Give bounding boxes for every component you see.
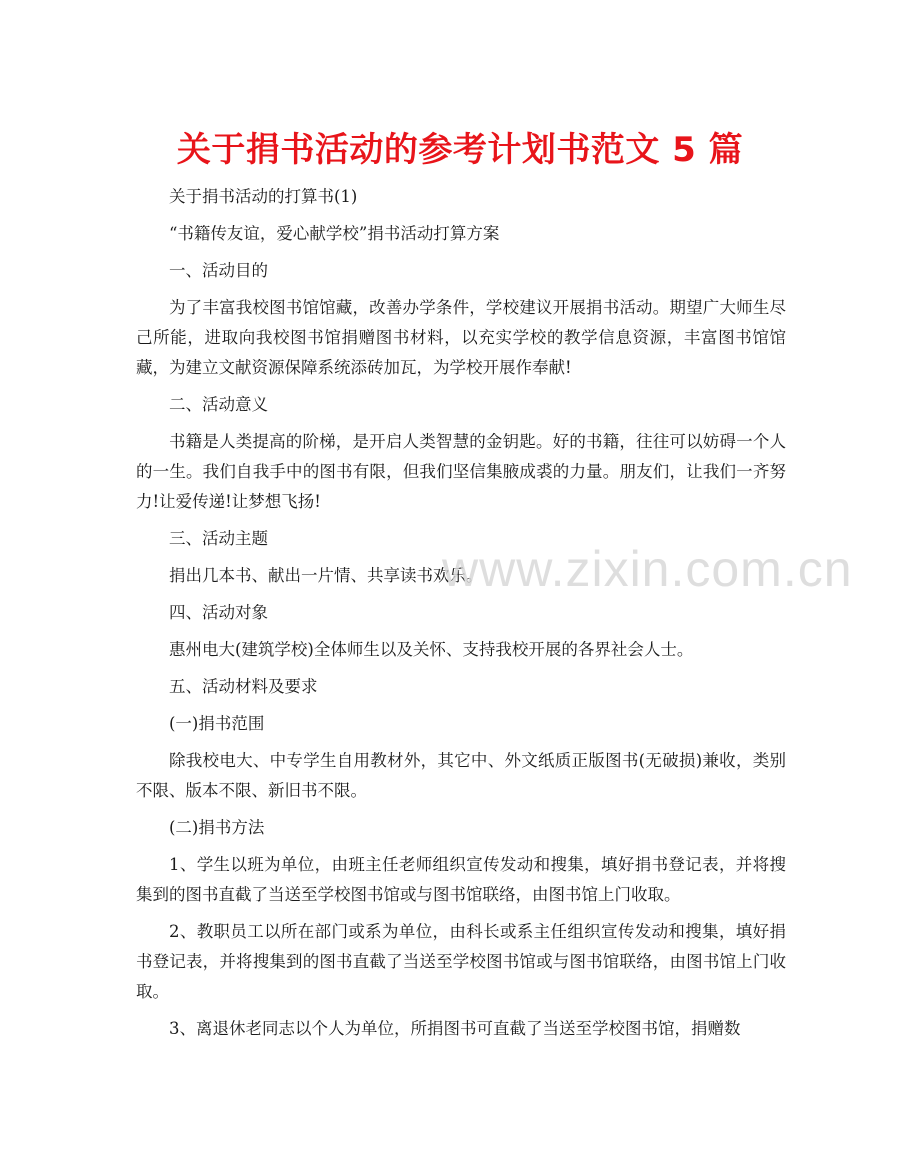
paragraph: 捐出几本书、献出一片情、共享读书欢乐。 — [169, 566, 483, 585]
list-item: 1、学生以班为单位，由班主任老师组织宣传发动和搜集，填好捐书登记表，并将搜集到的图书直截了当送至学校图书馆或与图书馆联络，由图书馆上门收取。 — [136, 855, 786, 904]
paragraph: 除我校电大、中专学生自用教材外，其它中、外文纸质正版图书(无破损)兼收，类别不限、版本不限、新旧书不限。 — [136, 751, 786, 800]
paragraph: “书籍传友谊，爱心献学校”捐书活动打算方案 — [169, 224, 500, 243]
section-heading: 一、活动目的 — [169, 261, 268, 280]
subsection-heading: (一)捐书范围 — [169, 714, 265, 733]
section-heading: 三、活动主题 — [169, 529, 268, 548]
section-heading: 二、活动意义 — [169, 395, 268, 414]
paragraph: 为了丰富我校图书馆馆藏，改善办学条件，学校建议开展捐书活动。期望广大师生尽己所能，进取向我校图书馆捐赠图书材料，以充实学校的教学信息资源，丰富图书馆馆藏，为建立文献资源保障系统添砖加瓦，为学校开展作奉献! — [136, 298, 786, 377]
section-heading: 五、活动材料及要求 — [169, 677, 318, 696]
paragraph: 惠州电大(建筑学校)全体师生以及关怀、支持我校开展的各界社会人士。 — [169, 640, 694, 659]
document-body — [136, 182, 786, 1051]
list-item: 3、离退休老同志以个人为单位，所捐图书可直截了当送至学校图书馆，捐赠数 — [169, 1019, 741, 1038]
document-title: 关于捐书活动的参考计划书范文 5 篇 — [176, 130, 744, 170]
paragraph: 关于捐书活动的打算书(1) — [169, 187, 358, 206]
list-item: 2、教职员工以所在部门或系为单位，由科长或系主任组织宣传发动和搜集，填好捐书登记表，并将搜集到的图书直截了当送至学校图书馆或与图书馆联络，由图书馆上门收取。 — [136, 922, 786, 1001]
subsection-heading: (二)捐书方法 — [169, 818, 265, 837]
section-heading: 四、活动对象 — [169, 603, 268, 622]
paragraph: 书籍是人类提高的阶梯，是开启人类智慧的金钥匙。好的书籍，往往可以妨碍一个人的一生。我们自我手中的图书有限，但我们坚信集腋成裘的力量。朋友们，让我们一齐努力!让爱传递!让梦想飞扬! — [136, 432, 786, 511]
watermark: www.zixin.com.cn — [442, 541, 853, 597]
